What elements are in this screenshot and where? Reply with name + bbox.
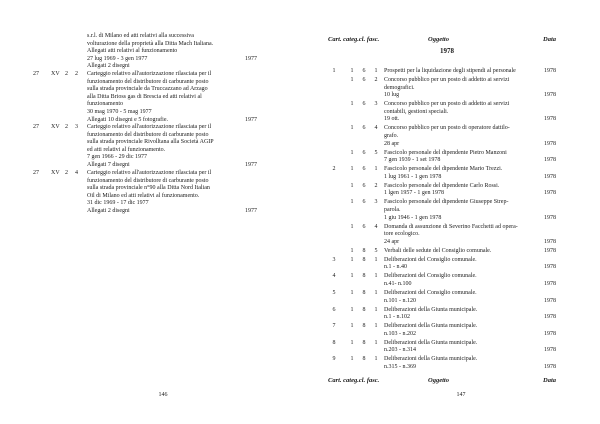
class-number: 6 bbox=[362, 149, 366, 156]
record-subject bbox=[384, 340, 549, 355]
record-subject bbox=[384, 125, 549, 148]
column-header-cart: Cart. categ.cl. fasc. bbox=[328, 36, 380, 43]
category-number: 1 bbox=[350, 77, 354, 83]
entry-fascicle: 3 bbox=[75, 124, 78, 130]
continued-entry bbox=[87, 33, 237, 71]
record-date: 1978 bbox=[544, 173, 556, 180]
entry-line: sulla strada provinciale Rivolltana alla Società AGIP bbox=[87, 139, 214, 146]
category-number: 1 bbox=[350, 149, 354, 156]
record-date: 1978 bbox=[544, 347, 556, 354]
cart-number: 3 bbox=[332, 256, 336, 263]
record-line: Fascicolo personale del dipendente Carlo Rossi. bbox=[384, 182, 500, 189]
fascicle-number: 1 bbox=[374, 290, 378, 296]
page-number: 146 bbox=[158, 392, 168, 398]
record-line: Domanda di assunzione di Severino Facchetti ad opera- bbox=[384, 223, 518, 230]
entry-line: volturazione della proprietà alla Ditta Mach Italiana. bbox=[87, 40, 214, 47]
year-heading: 1978 bbox=[440, 47, 454, 55]
record-line: 10 lug bbox=[384, 92, 400, 99]
column-header-date: Data bbox=[543, 36, 556, 43]
record-line: Deliberazioni del Consiglio comunale. bbox=[384, 256, 477, 263]
record-date: 1978 bbox=[544, 190, 556, 197]
record-subject bbox=[384, 166, 549, 181]
record-line: 19 ott. bbox=[384, 116, 400, 123]
record-line: parola. bbox=[384, 206, 401, 213]
entry-fascicle: 4 bbox=[75, 170, 78, 176]
record-line: n.1 - n.102 bbox=[384, 314, 410, 321]
category-number: 1 bbox=[350, 166, 354, 173]
fascicle-number: 1 bbox=[374, 166, 378, 173]
cart-number: 8 bbox=[332, 339, 336, 346]
record-date: 1978 bbox=[544, 314, 556, 321]
record-line: Concorso pubblico per un posto di operatore dattilo- bbox=[384, 125, 510, 132]
category-number: 1 bbox=[350, 323, 354, 330]
fascicle-number: 4 bbox=[374, 223, 378, 230]
record-line: 7 gen 1939 - 1 set 1978 bbox=[384, 157, 441, 164]
class-number: 8 bbox=[362, 306, 366, 313]
record-subject bbox=[384, 290, 549, 305]
entry-line: sulla strada provinciale da Truccazzano ad Arzago bbox=[87, 86, 208, 93]
category-number: 1 bbox=[350, 306, 354, 313]
entry-cart: 27 bbox=[33, 124, 39, 130]
class-number: 8 bbox=[362, 323, 366, 330]
entry-cart: 27 bbox=[33, 71, 39, 77]
right-page bbox=[300, 0, 600, 424]
record-subject bbox=[384, 307, 549, 322]
record-date: 1978 bbox=[544, 68, 556, 74]
fascicle-number: 1 bbox=[374, 356, 378, 363]
cart-number: 5 bbox=[332, 290, 336, 296]
record-date: 1978 bbox=[544, 297, 556, 304]
record-line: n.1 - n.40 bbox=[384, 264, 407, 271]
record-subject bbox=[384, 199, 549, 222]
fascicle-number: 5 bbox=[374, 149, 378, 156]
record-line: 1 lug 1961 - 1 gen 1978 bbox=[384, 173, 442, 180]
fascicle-number: 3 bbox=[374, 199, 378, 206]
class-number: 6 bbox=[362, 125, 366, 132]
class-number: 8 bbox=[362, 339, 366, 346]
fascicle-number: 5 bbox=[374, 247, 378, 254]
entry-line: Allegati 7 disegni bbox=[87, 161, 130, 168]
record-line: Concorso pubblico per un posto di addetto ai servizi bbox=[384, 101, 510, 108]
record-date: 1978 bbox=[544, 247, 556, 254]
entry-line: 30 mag 1970 - 5 mag 1977 bbox=[87, 108, 152, 115]
record-line: Verbali delle sedute del Consiglio comunale. bbox=[384, 247, 492, 254]
record-line: n.41- n.100 bbox=[384, 280, 412, 287]
class-number: 6 bbox=[362, 77, 366, 83]
cart-number: 9 bbox=[332, 356, 336, 363]
entry-line: Allegati 2 disegni bbox=[87, 207, 130, 214]
record-subject bbox=[384, 101, 549, 124]
record-line: demografici. bbox=[384, 84, 415, 91]
record-date: 1978 bbox=[544, 92, 556, 99]
class-number: 6 bbox=[362, 182, 366, 189]
record-line: n.103 - n.202 bbox=[384, 330, 416, 337]
record-line: 1 lgen 1957 - 1 gen 1978 bbox=[384, 190, 444, 197]
entry-year: 1977 bbox=[245, 162, 257, 168]
record-subject bbox=[384, 273, 549, 288]
record-line: Prospetti per la liquidazione degli stipendi al personale bbox=[384, 68, 516, 74]
fascicle-number: 2 bbox=[374, 182, 378, 189]
class-number: 8 bbox=[362, 256, 366, 263]
class-number: 8 bbox=[362, 356, 366, 363]
record-date: 1978 bbox=[544, 264, 556, 271]
entry-line: funzionamento del distributore di carburante posto bbox=[87, 78, 209, 85]
column-footer-subject: Oggetto bbox=[428, 377, 449, 384]
fascicle-number: 2 bbox=[374, 77, 378, 83]
fascicle-number: 3 bbox=[374, 101, 378, 108]
page-number: 147 bbox=[456, 392, 466, 398]
record-date: 1978 bbox=[544, 214, 556, 221]
category-number: 1 bbox=[350, 223, 354, 230]
entry-cart: 27 bbox=[33, 170, 39, 176]
entry-category: XV bbox=[51, 170, 60, 176]
record-subject bbox=[384, 224, 549, 247]
fascicle-number: 1 bbox=[374, 306, 378, 313]
class-number: 6 bbox=[362, 101, 366, 108]
class-number: 6 bbox=[362, 68, 366, 74]
cart-number: 4 bbox=[332, 273, 336, 280]
record-line: Fascicolo personale del dipendente Pietro Manzoni bbox=[384, 149, 507, 156]
entry-fascicle: 2 bbox=[75, 71, 78, 77]
record-subject bbox=[384, 77, 549, 100]
record-line: Deliberazioni della Giunta municipale. bbox=[384, 323, 478, 330]
record-line: Deliberazioni della Giunta municipale. bbox=[384, 306, 478, 313]
entry-text bbox=[87, 170, 237, 216]
entry-line: Carteggio relativo all'autorizzazione rilasciata per il bbox=[87, 170, 212, 176]
entry-line: sulla strada provinciale n°90 alla Ditta Nord Italian bbox=[87, 185, 210, 192]
class-number: 6 bbox=[362, 166, 366, 173]
record-line: grafo. bbox=[384, 132, 399, 139]
cart-number: 6 bbox=[332, 306, 336, 313]
entry-line: funzionamento del distributore di carburante posto bbox=[87, 177, 209, 184]
entry-line: Oil di Milano ed atti relativi al funzionamento. bbox=[87, 192, 200, 199]
record-line: n.315 - n.369 bbox=[384, 363, 416, 370]
fascicle-number: 1 bbox=[374, 68, 378, 74]
entry-line: alla Ditta Brioss gas di Brescia ed atti relativi al bbox=[87, 93, 202, 100]
entry-line: Allegati atti relativi al funzionamento bbox=[87, 48, 178, 55]
category-number: 1 bbox=[350, 356, 354, 363]
class-number: 8 bbox=[362, 247, 366, 254]
entry-line: funzionamento bbox=[87, 101, 123, 108]
fascicle-number: 1 bbox=[374, 323, 378, 330]
record-date: 1978 bbox=[544, 238, 556, 245]
entry-line: Allegati 2 disegni bbox=[87, 63, 130, 70]
entry-line: 31 dic 1969 - 17 dic 1977 bbox=[87, 200, 149, 207]
entry-line: Allegati 10 disegni e 5 fotografie. bbox=[87, 116, 168, 123]
class-number: 6 bbox=[362, 223, 366, 230]
category-number: 1 bbox=[350, 125, 354, 132]
cart-number: 2 bbox=[332, 166, 336, 173]
record-line: Deliberazioni della Giunta municipale. bbox=[384, 356, 478, 363]
record-line: tore ecologico. bbox=[384, 231, 420, 238]
record-line: n.101 - n.120 bbox=[384, 297, 416, 304]
record-line: 1 giu 1946 - 1 gen 1978 bbox=[384, 214, 442, 221]
record-line: Deliberazioni del Consiglio comunale. bbox=[384, 290, 477, 296]
class-number: 8 bbox=[362, 273, 366, 280]
entry-class: 2 bbox=[65, 170, 68, 176]
record-date: 1978 bbox=[544, 363, 556, 370]
record-line: contabili, gestioni speciali. bbox=[384, 108, 449, 115]
record-subject bbox=[384, 323, 549, 338]
category-number: 1 bbox=[350, 68, 354, 74]
record-subject bbox=[384, 150, 549, 165]
record-line: 28 apr bbox=[384, 140, 400, 147]
column-footer-date: Data bbox=[543, 377, 556, 384]
entry-line: s.r.l. di Milano ed atti relativi alla successiva bbox=[87, 33, 194, 39]
record-subject bbox=[384, 68, 549, 76]
class-number: 6 bbox=[362, 199, 366, 206]
record-date: 1978 bbox=[544, 140, 556, 147]
column-footer-cart: Cart. categ.cl. fasc. bbox=[328, 377, 380, 384]
entry-text bbox=[87, 71, 237, 124]
record-subject bbox=[384, 257, 549, 272]
entry-category: XV bbox=[51, 71, 60, 77]
entry-class: 2 bbox=[65, 124, 68, 130]
entry-line: Carteggio relativo all'autorizzazione rilasciata per il bbox=[87, 124, 212, 130]
record-line: Deliberazioni del Consiglio comunale. bbox=[384, 273, 477, 280]
category-number: 1 bbox=[350, 290, 354, 296]
fascicle-number: 1 bbox=[374, 256, 378, 263]
cart-number: 7 bbox=[332, 323, 336, 330]
record-date: 1978 bbox=[544, 116, 556, 123]
entry-text bbox=[87, 124, 237, 170]
record-date: 1978 bbox=[544, 330, 556, 337]
record-subject bbox=[384, 183, 549, 198]
entry-class: 2 bbox=[65, 71, 68, 77]
cart-number: 1 bbox=[332, 68, 336, 74]
record-line: 24 apr bbox=[384, 238, 400, 245]
entry-line: funzionamento del distributore di carburante posto bbox=[87, 131, 209, 138]
record-date: 1978 bbox=[544, 157, 556, 164]
record-line: Concorso pubblico per un posto di addetto ai servizi bbox=[384, 77, 510, 83]
class-number: 8 bbox=[362, 290, 366, 296]
category-number: 1 bbox=[350, 182, 354, 189]
record-subject bbox=[384, 248, 549, 256]
entry-year: 1977 bbox=[245, 56, 257, 62]
entry-year: 1977 bbox=[245, 208, 257, 214]
category-number: 1 bbox=[350, 339, 354, 346]
entry-year: 1977 bbox=[245, 116, 257, 123]
entry-line: ed atti relativi al funzionamento. bbox=[87, 146, 166, 153]
record-line: Fascicolo personale del dipendente Giuseppe Strep- bbox=[384, 199, 509, 206]
record-line: n.203 - n.314 bbox=[384, 347, 416, 354]
category-number: 1 bbox=[350, 273, 354, 280]
record-date: 1978 bbox=[544, 280, 556, 287]
fascicle-number: 4 bbox=[374, 125, 378, 132]
category-number: 1 bbox=[350, 101, 354, 108]
category-number: 1 bbox=[350, 247, 354, 254]
record-line: Fascicolo personale del dipendente Mario Trezzi. bbox=[384, 166, 503, 173]
category-number: 1 bbox=[350, 256, 354, 263]
entry-line: 27 lug 1969 - 3 gen 1977 bbox=[87, 55, 148, 62]
fascicle-number: 1 bbox=[374, 273, 378, 280]
column-header-subject: Oggetto bbox=[428, 36, 449, 43]
record-line: Deliberazioni della Giunta municipale. bbox=[384, 339, 478, 346]
entry-line: 7 gen 1966 - 29 dic 1977 bbox=[87, 154, 147, 161]
entry-line: Carteggio relativo all'autorizzazione rilasciata per il bbox=[87, 71, 212, 77]
category-number: 1 bbox=[350, 199, 354, 206]
record-subject bbox=[384, 356, 549, 371]
entry-category: XV bbox=[51, 124, 60, 130]
fascicle-number: 1 bbox=[374, 339, 378, 346]
